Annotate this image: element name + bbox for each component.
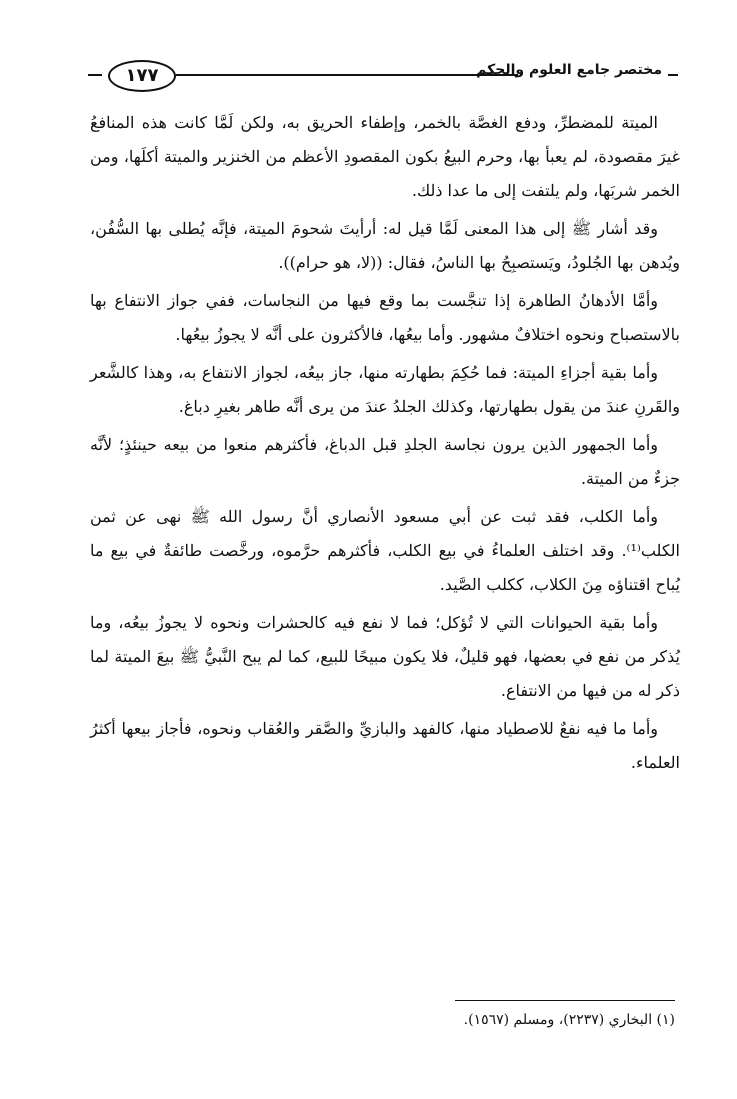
footnote-rule: [455, 1000, 675, 1001]
header-dash: [668, 74, 678, 76]
header-rule: [176, 74, 518, 76]
header-dash: [88, 74, 102, 76]
running-header: [88, 58, 678, 94]
page-number: ١٧٧: [108, 60, 176, 92]
paragraph: وأمَّا الأدهانُ الطاهرة إذا تنجَّست بما وقع فيها من النجاسات، ففي جواز الانتفاع بها بالاستصباح ونحوه اختلافٌ مشهور. وأما بيعُها، فالأكثرون على أنَّه لا يجوزُ بيعُها.: [90, 291, 680, 344]
paragraph: وأما بقية الحيوانات التي لا تُؤكل؛ فما لا نفع فيه كالحشرات ونحوه لا يجوزُ بيعُه، وما يُذكر من نفع في بعضها، فهو قليلٌ، فلا يكون مبيحًا للبيع، كما لم يبح النَّبيُّ ﷺ بيعَ الميتة لما ذكر له من فيها من الانتفاع.: [90, 613, 680, 700]
book-title: مختصر جامع العلوم والحكم: [476, 62, 662, 78]
paragraph: وأما الكلب، فقد ثبت عن أبي مسعود الأنصاري أنَّ رسول الله ﷺ نهى عن ثمن الكلب⁽¹⁾. وقد اختلف العلماءُ في بيع الكلب، فأكثرهم حرَّموه، ورخَّصت طائفةٌ في بيع ما يُباح اقتناؤه مِنَ الكلاب، ككلب الصَّيد.: [90, 507, 680, 594]
paragraph: الميتة للمضطرِّ، ودفع الغصَّة بالخمر، وإطفاء الحريق به، ولكن لَمَّا كانت هذه المنافعُ غيرَ مقصودة، لم يعبأ بها، وحرم البيعُ بكون المقصودِ الأعظم من الخنزير والميتة أكلَها، ومن الخمر شربَها، ولم يلتفت إلى ما عدا ذلك.: [90, 113, 680, 200]
footnote: (١) البخاري (٢٢٣٧)، ومسلم (١٥٦٧).: [463, 1012, 675, 1028]
paragraph: وأما ما فيه نفعٌ للاصطياد منها، كالفهد والبازيِّ والصَّقر والعُقاب ونحوه، فأجاز بيعها أكثرُ العلماء.: [90, 719, 680, 772]
paragraph: وقد أشار ﷺ إلى هذا المعنى لَمَّا قيل له: أرأيتَ شحومَ الميتة، فإنَّه يُطلى بها السُّفُن، ويُدهن بها الجُلودُ، ويَستصبِحُ بها الناسُ، فقال: ((لا، هو حرام)).: [90, 219, 680, 272]
body-text: [90, 106, 680, 784]
paragraph: وأما بقية أجزاءِ الميتة: فما حُكِمَ بطهارته منها، جاز بيعُه، لجواز الانتفاع به، وهذا كالشَّعر والقَرنِ عندَ من يقول بطهارتها، وكذلك الجلدُ عندَ من يرى أنَّه طاهر بغيرِ دباغ.: [90, 363, 680, 416]
paragraph: وأما الجمهور الذين يرون نجاسة الجلدِ قبل الدباغ، فأكثرهم منعوا من بيعه حينئذٍ؛ لأنَّه جزءٌ من الميتة.: [90, 435, 680, 488]
